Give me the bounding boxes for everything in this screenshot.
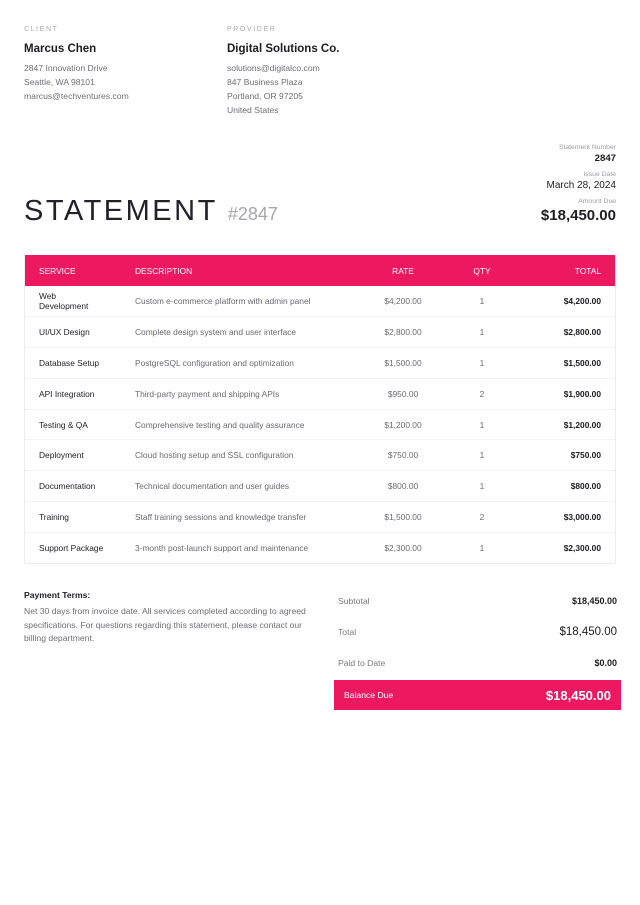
- provider-address-line1: 847 Business Plaza: [227, 77, 303, 87]
- total-value: $18,450.00: [559, 626, 617, 639]
- client-address-line1: 2847 Innovation Drive: [24, 63, 108, 73]
- paid-label: Paid to Date: [338, 657, 386, 668]
- row-description: Comprehensive testing and quality assurance: [135, 419, 305, 430]
- client-block: [24, 26, 129, 103]
- row-rate: $1,500.00: [384, 511, 422, 522]
- row-description: Complete design system and user interface: [135, 327, 297, 338]
- payment-terms-title: Payment Terms:: [24, 590, 91, 600]
- client-email: marcus@techventures.com: [24, 91, 129, 101]
- row-description: Cloud hosting setup and SSL configuration: [135, 450, 294, 461]
- row-description: Third-party payment and shipping APIs: [135, 388, 280, 399]
- row-qty: 1: [479, 327, 485, 338]
- row-qty: 1: [479, 481, 485, 492]
- row-total: $800.00: [570, 481, 601, 492]
- header-total: TOTAL: [574, 265, 601, 276]
- row-service: Documentation: [39, 481, 96, 492]
- balance-due-label: Balance Due: [344, 690, 394, 701]
- row-total: $750.00: [570, 450, 601, 461]
- statement-number-label: Statement Number: [558, 144, 616, 151]
- row-total: $1,900.00: [563, 388, 601, 399]
- parties-section: [24, 26, 616, 126]
- payment-terms: [24, 590, 314, 646]
- row-description: 3-month post-launch support and maintenance: [135, 543, 309, 554]
- payment-terms-text: Net 30 days from invoice date. All services completed according to agreed specifications. For questions regarding this statement, please contact our billing department.: [24, 606, 306, 643]
- table-row: [25, 502, 615, 533]
- row-service: Deployment: [39, 450, 84, 461]
- row-total: $1,500.00: [563, 357, 601, 368]
- provider-label: PROVIDER: [227, 26, 277, 33]
- statement-title-number: #2847: [227, 204, 278, 224]
- provider-email: solutions@digitalco.com: [227, 63, 320, 73]
- paid-value: $0.00: [594, 657, 617, 668]
- client-label: CLIENT: [24, 26, 59, 33]
- services-table: [24, 255, 616, 564]
- table-row: [25, 317, 615, 348]
- row-total: $3,000.00: [563, 511, 601, 522]
- row-rate: $1,200.00: [384, 419, 422, 430]
- header-description: DESCRIPTION: [135, 265, 193, 276]
- amount-due-label: Amount Due: [578, 198, 616, 205]
- client-name: Marcus Chen: [24, 43, 97, 55]
- table-row: [25, 348, 615, 379]
- row-qty: 1: [479, 419, 485, 430]
- row-description: Staff training sessions and knowledge transfer: [135, 511, 307, 522]
- amount-due: $18,450.00: [540, 207, 616, 224]
- subtotal-row: [334, 586, 621, 617]
- provider-name: Digital Solutions Co.: [227, 43, 340, 55]
- statement-title: STATEMENT: [24, 195, 218, 227]
- paid-row: [334, 647, 621, 678]
- row-rate: $800.00: [387, 481, 419, 492]
- row-description: Custom e-commerce platform with admin panel: [135, 296, 311, 307]
- total-label: Total: [338, 627, 357, 638]
- row-rate: $950.00: [387, 388, 419, 399]
- balance-due-bar: [334, 680, 621, 710]
- page-title: [24, 195, 278, 228]
- provider-block: [227, 26, 339, 117]
- header-qty: QTY: [473, 265, 491, 276]
- row-service: Testing & QA: [39, 419, 88, 430]
- table-row: [25, 471, 615, 502]
- table-row: [25, 286, 615, 317]
- header-service: SERVICE: [39, 265, 76, 276]
- table-row: [25, 378, 615, 409]
- provider-country: United States: [227, 105, 279, 115]
- client-address-line2: Seattle, WA 98101: [24, 77, 95, 87]
- provider-address-line2: Portland, OR 97205: [227, 91, 303, 101]
- row-description: Technical documentation and user guides: [135, 481, 290, 492]
- table-row: [25, 409, 615, 440]
- row-rate: $4,200.00: [384, 296, 422, 307]
- row-qty: 1: [479, 543, 485, 554]
- row-total: $2,300.00: [563, 543, 601, 554]
- row-service: UI/UX Design: [39, 327, 90, 338]
- row-description: PostgreSQL configuration and optimization: [135, 357, 294, 368]
- row-rate: $2,800.00: [384, 327, 422, 338]
- subtotal-value: $18,450.00: [571, 596, 617, 607]
- row-service: API Integration: [39, 388, 95, 399]
- row-qty: 2: [479, 511, 485, 522]
- row-rate: $750.00: [387, 450, 419, 461]
- statement-number: 2847: [594, 153, 616, 164]
- statement-meta: [541, 143, 616, 230]
- row-service: Database Setup: [39, 357, 100, 368]
- row-qty: 1: [479, 357, 485, 368]
- table-header-row: [25, 255, 615, 286]
- table-row: [25, 440, 615, 471]
- total-row: [334, 617, 621, 648]
- row-total: $1,200.00: [563, 419, 601, 430]
- row-total: $2,800.00: [563, 327, 601, 338]
- row-service: Web Development: [39, 291, 89, 312]
- row-rate: $1,500.00: [384, 357, 422, 368]
- row-qty: 1: [479, 450, 485, 461]
- row-service: Training: [39, 511, 69, 522]
- totals-summary: [334, 586, 621, 710]
- issue-date-label: Issue Date: [583, 171, 616, 178]
- issue-date: March 28, 2024: [546, 180, 616, 191]
- row-rate: $2,300.00: [384, 543, 422, 554]
- row-service: Support Package: [39, 543, 104, 554]
- header-rate: RATE: [392, 265, 414, 276]
- table-row: [25, 532, 615, 563]
- subtotal-label: Subtotal: [338, 596, 370, 607]
- row-total: $4,200.00: [563, 296, 601, 307]
- row-qty: 2: [479, 388, 485, 399]
- row-qty: 1: [479, 296, 485, 307]
- balance-due-value: $18,450.00: [545, 687, 611, 703]
